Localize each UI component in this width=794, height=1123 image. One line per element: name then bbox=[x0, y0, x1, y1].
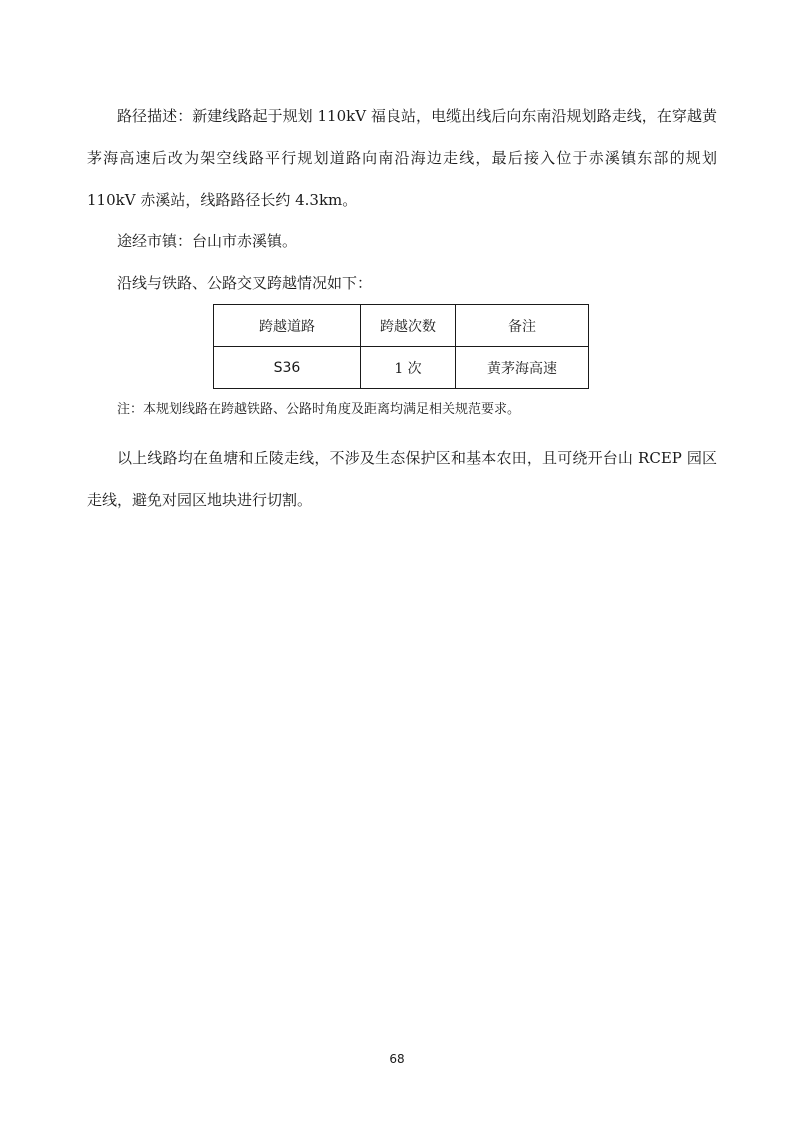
page-number: 68 bbox=[389, 1052, 405, 1066]
cell-count: 1 次 bbox=[361, 347, 456, 389]
crossing-table bbox=[213, 304, 589, 389]
cell-remarks: 黄茅海高速 bbox=[456, 347, 589, 389]
header-crossing-road: 跨越道路 bbox=[214, 305, 361, 347]
table-row bbox=[214, 347, 589, 389]
table-header-row bbox=[214, 305, 589, 347]
conclusion-paragraph: 以上线路均在鱼塘和丘陵走线，不涉及生态保护区和基本农田，且可绕开台山 RCEP 园区走线，避免对园区地块进行切割。 bbox=[87, 449, 717, 509]
crossing-intro-paragraph: 沿线与铁路、公路交叉跨越情况如下： bbox=[117, 274, 373, 292]
towns-paragraph: 途经市镇：台山市赤溪镇。 bbox=[117, 232, 298, 250]
header-crossing-count: 跨越次数 bbox=[361, 305, 456, 347]
table-note: 注：本规划线路在跨越铁路、公路时角度及距离均满足相关规范要求。 bbox=[117, 402, 521, 417]
header-remarks: 备注 bbox=[456, 305, 589, 347]
route-description-paragraph: 路径描述：新建线路起于规划 110kV 福良站，电缆出线后向东南沿规划路走线，在穿越黄茅海高速后改为架空线路平行规划道路向南沿海边走线，最后接入位于赤溪镇东部的规划 110kV 赤溪站，线路路径长约 4.3km。 bbox=[87, 107, 717, 209]
cell-road: S36 bbox=[214, 347, 361, 389]
